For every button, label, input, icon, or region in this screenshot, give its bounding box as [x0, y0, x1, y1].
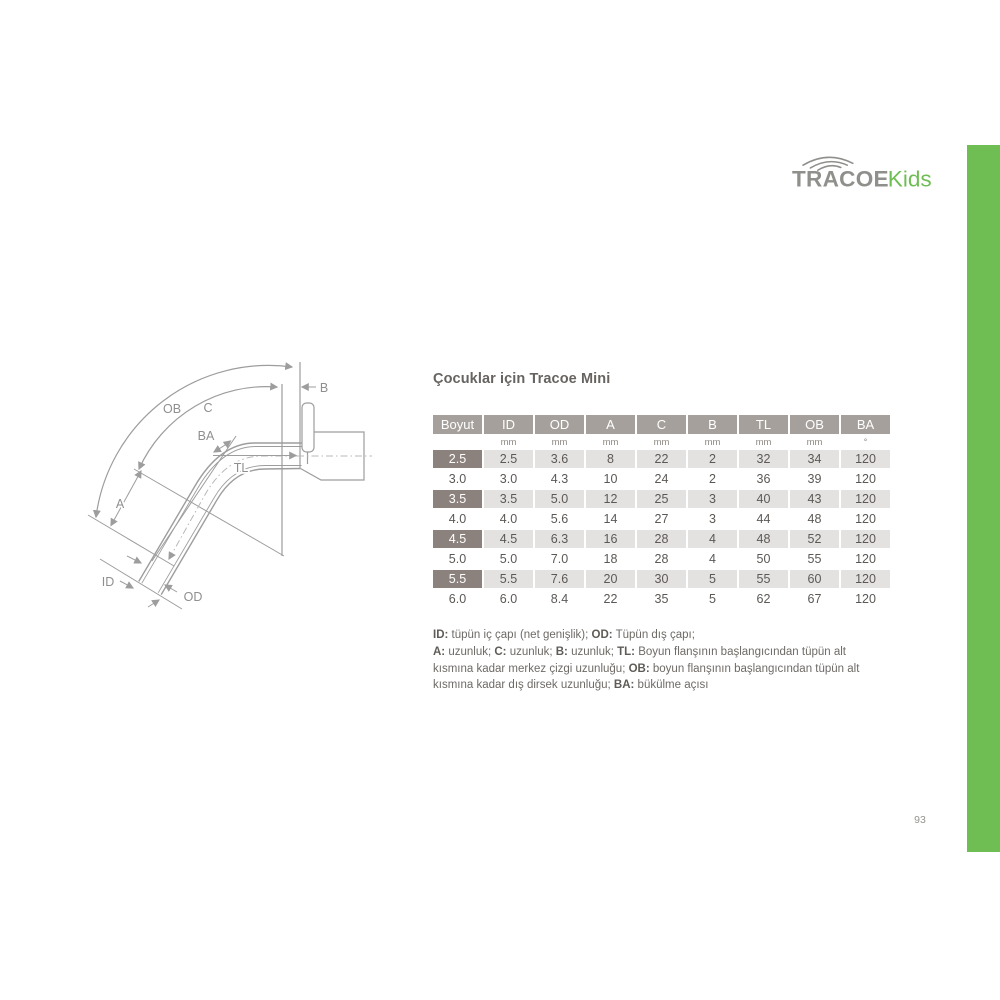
- column-header: Boyut: [433, 415, 482, 434]
- table-cell: 2: [688, 450, 737, 468]
- size-cell: 5.0: [448, 552, 467, 566]
- size-table: [433, 415, 890, 608]
- table-cell: 8: [586, 450, 635, 468]
- table-cell: 5.5: [484, 570, 533, 588]
- table-cell: 3: [709, 512, 716, 526]
- diagram-lines: [88, 362, 372, 609]
- table-cell: 48: [739, 530, 788, 548]
- column-header: C: [637, 415, 686, 434]
- accent-bar: [967, 145, 1000, 852]
- table-cell: 34: [790, 450, 839, 468]
- axis-extension-line: [152, 436, 236, 561]
- tube-diagram: [70, 352, 400, 622]
- column-header: BA: [841, 415, 890, 434]
- table-cell: 4.0: [499, 512, 518, 526]
- table-cell: 120: [841, 490, 890, 508]
- table-cell: 7.6: [535, 570, 584, 588]
- table-cell: 62: [756, 592, 771, 606]
- table-cell: 4.3: [550, 472, 569, 486]
- table-cell: 60: [790, 570, 839, 588]
- table-cell: 120: [841, 570, 890, 588]
- column-unit: mm: [602, 436, 619, 448]
- size-cell: 3.5: [433, 490, 482, 508]
- page-number: 93: [914, 814, 926, 826]
- table-cell: 32: [739, 450, 788, 468]
- column-unit: °: [863, 436, 868, 448]
- table-cell: 5.0: [535, 490, 584, 508]
- table-cell: 25: [637, 490, 686, 508]
- table-cell: 120: [855, 472, 876, 486]
- column-unit: mm: [755, 436, 772, 448]
- table-cell: 120: [841, 530, 890, 548]
- size-cell: 3.0: [448, 472, 467, 486]
- table-cell: 20: [586, 570, 635, 588]
- table-cell: 18: [603, 552, 618, 566]
- table-cell: 27: [654, 512, 669, 526]
- table-cell: 36: [756, 472, 771, 486]
- table-cell: 24: [654, 472, 669, 486]
- column-header: TL: [739, 415, 788, 434]
- table-cell: 5: [688, 570, 737, 588]
- column-unit: [433, 436, 482, 448]
- column-unit: mm: [551, 436, 568, 448]
- table-cell: 7.0: [550, 552, 569, 566]
- column-header: A: [586, 415, 635, 434]
- label-b: B: [319, 381, 329, 395]
- diagram-labels: [102, 381, 328, 604]
- column-header: OD: [535, 415, 584, 434]
- column-unit: mm: [653, 436, 670, 448]
- label-ob: OB: [162, 402, 182, 416]
- table-cell: 10: [603, 472, 618, 486]
- table-cell: 3.5: [484, 490, 533, 508]
- label-od: OD: [183, 590, 203, 604]
- size-cell: 6.0: [448, 592, 467, 606]
- table-cell: 4: [688, 530, 737, 548]
- column-unit: mm: [704, 436, 721, 448]
- table-cell: 4: [709, 552, 716, 566]
- table-cell: 35: [654, 592, 669, 606]
- size-cell: 5.5: [433, 570, 482, 588]
- column-unit: mm: [806, 436, 823, 448]
- dimension-c-arc: [139, 387, 277, 469]
- footnote-legend: ID: tüpün iç çapı (net genişlik); OD: Tüpün dış çapı; A: uzunluk; C: uzunluk; B: uzunluk; TL: Boyun flanşının başlangıcından tüpün alt kısmına kadar merkez çizgi uzunluğu; OB: boyun flanşının başlangıcından tüpün alt kısmına kadar dış dirsek uzunluğu; BA: bükülme açısı: [433, 629, 860, 692]
- column-header: B: [688, 415, 737, 434]
- table-cell: 12: [586, 490, 635, 508]
- brand-sub: Kids: [887, 166, 932, 192]
- table-cell: 5.6: [550, 512, 569, 526]
- label-a: A: [115, 497, 125, 511]
- table-cell: 48: [807, 512, 822, 526]
- table-cell: 28: [654, 552, 669, 566]
- size-cell: 4.0: [448, 512, 467, 526]
- table-cell: 14: [603, 512, 618, 526]
- table-cell: 55: [739, 570, 788, 588]
- table-cell: 6.0: [499, 592, 518, 606]
- table-cell: 22: [637, 450, 686, 468]
- table-cell: 5: [709, 592, 716, 606]
- table-cell: 30: [637, 570, 686, 588]
- table-cell: 120: [855, 552, 876, 566]
- column-header: OB: [790, 415, 839, 434]
- table-cell: 28: [637, 530, 686, 548]
- size-cell: 2.5: [433, 450, 482, 468]
- section-title: Çocuklar için Tracoe Mini: [433, 371, 611, 387]
- table-cell: 39: [807, 472, 822, 486]
- table-cell: 3.6: [535, 450, 584, 468]
- table-cell: 120: [841, 450, 890, 468]
- table-cell: 120: [855, 592, 876, 606]
- label-tl: TL: [233, 461, 249, 475]
- table-cell: 50: [756, 552, 771, 566]
- column-header: ID: [484, 415, 533, 434]
- table-cell: 4.5: [484, 530, 533, 548]
- table-cell: 120: [855, 512, 876, 526]
- column-unit: mm: [500, 436, 517, 448]
- table-cell: 5.0: [499, 552, 518, 566]
- label-c: C: [203, 401, 213, 415]
- table-cell: 40: [739, 490, 788, 508]
- table-cell: 52: [790, 530, 839, 548]
- table-cell: 55: [807, 552, 822, 566]
- table-cell: 6.3: [535, 530, 584, 548]
- brand-logo: [792, 152, 932, 194]
- table-cell: 16: [586, 530, 635, 548]
- table-cell: 67: [807, 592, 822, 606]
- size-cell: 4.5: [433, 530, 482, 548]
- table-cell: 8.4: [550, 592, 569, 606]
- brand-name: TRACOE: [792, 166, 889, 192]
- table-cell: 2.5: [484, 450, 533, 468]
- table-cell: 22: [603, 592, 618, 606]
- label-id: ID: [101, 575, 115, 589]
- table-cell: 3: [688, 490, 737, 508]
- table-cell: 44: [756, 512, 771, 526]
- table-cell: 43: [790, 490, 839, 508]
- label-ba: BA: [197, 429, 215, 443]
- table-cell: 2: [709, 472, 716, 486]
- table-cell: 3.0: [499, 472, 518, 486]
